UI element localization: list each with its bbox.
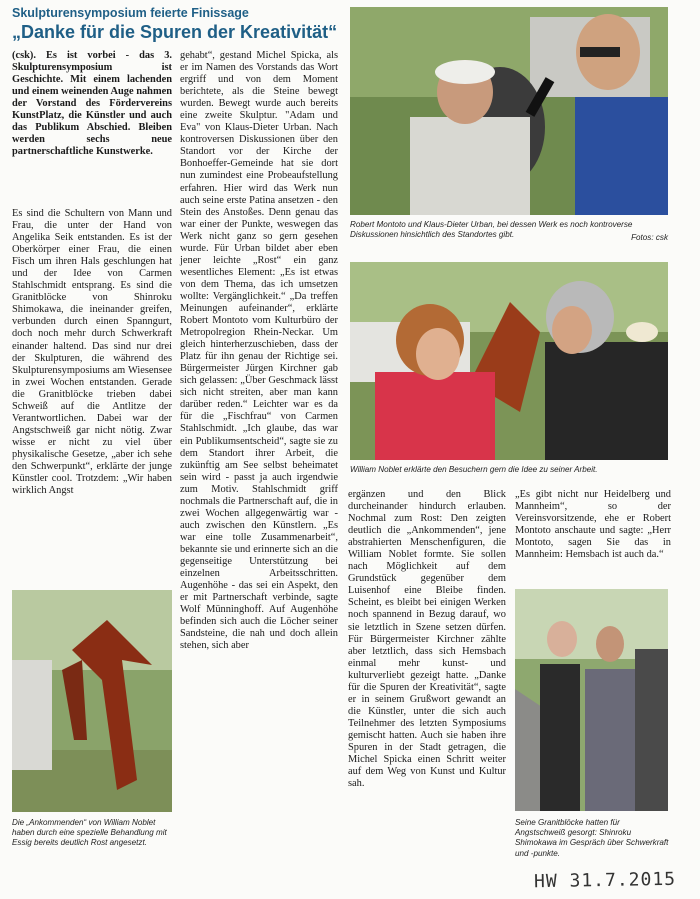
article-headline: „Danke für die Spuren der Kreativität“ (12, 22, 338, 42)
article-lead: (csk). Es ist vorbei - das 3. Skulpturensymposium ist Geschichte. Mit einem lachenden und einem weinenden Auge nahmen der Vorstand des Fördervereins KunstPlatz, die Künstler und auch das Publikum Abschied. Bleiben werden sechs neue partnerschaftliche Kunstwerke. (12, 50, 172, 158)
photo-caption-4: Seine Granitblöcke hatten für Angstschweiß gesorgt: Shinroku Shimokawa im Gespräch über Schwerkraft und -punkte. (515, 818, 669, 858)
handwritten-date-note: HW 31.7.2015 (533, 868, 677, 893)
photo-caption-3: Die „Ankommenden“ von William Noblet haben durch eine spezielle Behandlung mit Essig bereits deutlich Rost angesetzt. (12, 818, 167, 848)
photo-noblet (350, 262, 668, 460)
photo-caption-2: William Noblet erklärte den Besuchern gern die Idee zu seiner Arbeit. (350, 465, 598, 474)
photo-ankommenden (12, 590, 172, 812)
article-kicker: Skulpturensymposium feierte Finissage (12, 6, 249, 20)
article-column-3: ergänzen und den Blick durcheinander hindurch erlauben. Nochmal zum Rost: Den zeigten deutlich die „Ankommenden“, jene abstrahierten Menschenfiguren, die William Noblet formte. Sie sollen nach Möglichkeit auf dem Grundstück gegenüber dem Luisenhof eine Bleibe finden. Scheint, es bleibt bei einigen Werken noch spannend in Bezug darauf, wo sie letztlich in Szene setzen dürfen. Für Bürgermeister Kirchner zählte aber letztlich, dass sich Hemsbach einmal mehr kunst- und kulturverliebt gezeigt hatte. „Danke für die Spuren der Kreativität“, sagte er in seinem Grußwort gewandt an die Künstler, unter die sich auch Teilnehmer des letzten Symposiums gemischt hatten. Auch sie haben ihre Spuren in der Stadt getragen, die Michel Spicka einen Schritt weiter auf dem Weg von Kunst und Kultur sah. (348, 489, 506, 790)
photo-caption-1: Robert Montoto und Klaus-Dieter Urban, bei dessen Werk es noch kontroverse Diskussionen hinsichtlich des Standortes gibt. (350, 220, 633, 240)
photo-credit: Fotos: csk (631, 233, 668, 242)
photo-shimokawa (515, 589, 668, 811)
article-column-1: Es sind die Schultern von Mann und Frau, die unter der Hand von Angelika Seik entstanden. Es ist der Oberkörper einer Frau, die einen Fisch um ihren Hals geschlungen hat und der Idee von Carmen Stahlschmidt entsprang. Es sind die Granitblöcke von Shinroku Shimokawa, die ineinander greifen, verbunden durch einen Spanngurt, doch noch mehr durch Schwerkraft einander haltend. Das sind nur drei der Skulpturen, die während des Skulpturensymposiums am Wiesensee in zwei Wochen entstanden. Gerade die Granitblöcke trieben dabei Schweiß auf die Antlitze der Verantwortlichen. Dabei war der Angstschweiß gar nicht nötig. Zwar wisse er nicht zu viel über physikalische Gesetze, „aber ich sehe den Schwerpunkt“, erklärte der junge Künstler cool. Trotzdem: „Wir haben wirklich Angst (12, 208, 172, 497)
photo-montoto-urban (350, 7, 668, 215)
article-column-2: gehabt“, gestand Michel Spicka, als er im Namen des Vorstands das Wort ergriff und von dem Moment berichtete, als die Steine bewegt wurden. Bewegt wurde auch bereits eine zweite Skulptur. "Adam und Eva" von Klaus-Dieter Urban. Nach kontroversen Diskussionen über den Standort vor der Kirche der Bonhoeffer-Gemeinde hat sie dort nun zumindest eine Probeaufstellung erfahren. Hier wird das Werk nun auch seine erste Patina ansetzen - den Stein des Anstoßes. Denn genau das war einer der Punkte, weswegen das Werk nicht ganz so gern gesehen wurde. Für Urban bildet aber eben jener leichte „Rost“ ein ganz wesentliches Element: „Es ist etwas von dem Thema, das ich umsetzen wollte: Vergänglichkeit.“ „Da treffen Meinungen aufeinander“, erklärte Robert Montoto vom Kulturbüro der Metropolregion Rhein-Neckar. Um gleich hinterherzuschieben, dass der Platz für ihn genau der Richtige sei. Bürgermeister Jürgen Kirchner gab sich gelassen: „Über Geschmack lässt sich nicht streiten, aber man kann darüber reden.“ Leichter war es da für die „Fischfrau“ von Carmen Stahlschmidt. „Ich glaube, das war ein Publikumsentscheid“, sagte sie zu dem Standort ihrer Arbeit, die zukünftig am See selbst beheimatet sein wird - passt ja auch irgendwie zum Motiv. Stahlschmidt griff nochmals die Partnerschaft auf, die in zwei Wochen allgegenwärtig war - auch zwischen den Künstlern. „Es war eine tolle Zusammenarbeit“, bekannte sie und erinnerte sich an die gegenseitige Unterstützung bei einzelnen Arbeitsschritten. Augenhöhe - das sei ein Aspekt, den er mit Partnerschaft verbinde, sagte Wolf Münninghoff. Auf Augenhöhe befinden sich auch die Löcher seiner Sandsteine, die nah und doch allein stehen, sich aber (180, 50, 338, 652)
article-column-4: „Es gibt nicht nur Heidelberg und Mannheim“, so der Vereinsvorsitzende, ehe er Robert Montoto anschaute und sagte: „Herr Montoto, sagen Sie das in Mannheim: Hemsbach ist auch da.“ (515, 489, 671, 561)
